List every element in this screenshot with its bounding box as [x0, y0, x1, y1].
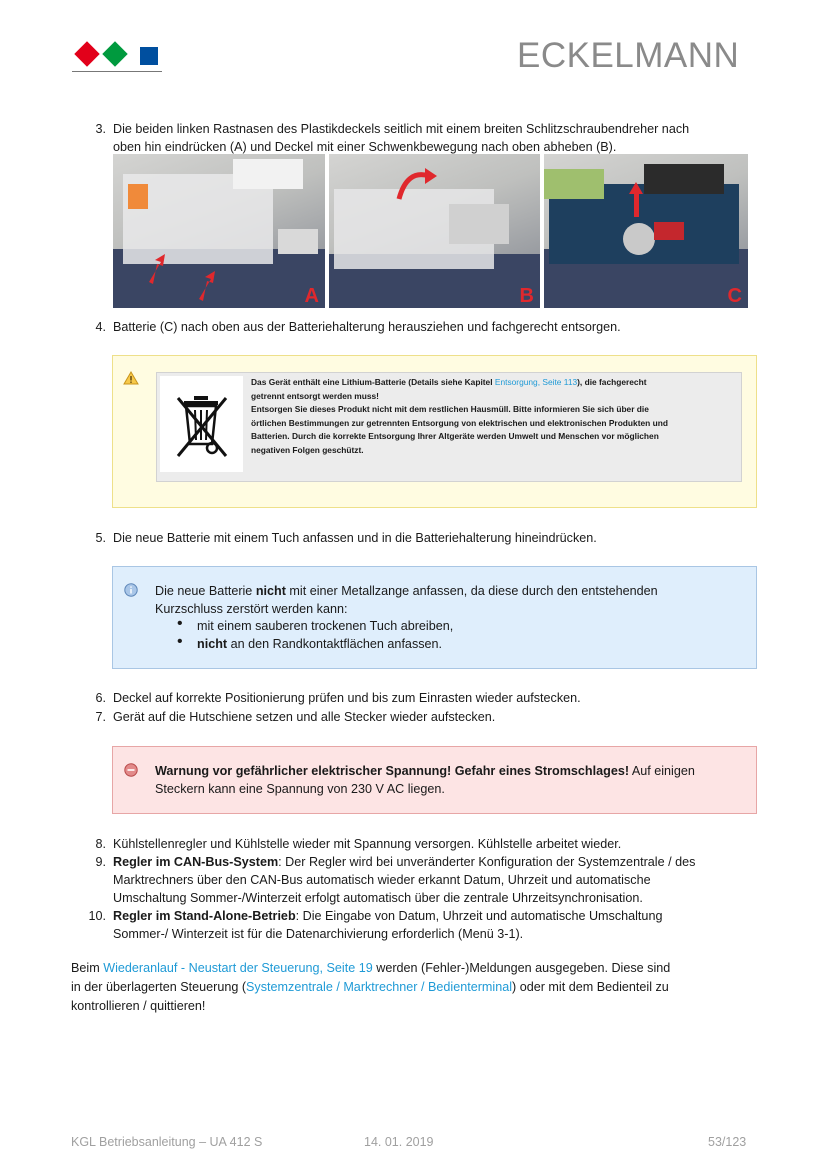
info-bullet-1: • mit einem sauberen trockenen Tuch abreiben,: [177, 615, 454, 633]
warning-line-6: negativen Folgen geschützt.: [251, 444, 364, 455]
step-text: Die neue Batterie mit einem Tuch anfassen und in die Batteriehalterung hineindrücken.: [113, 531, 597, 545]
bullet-icon: •: [177, 633, 183, 650]
step-9: [80, 853, 760, 907]
closing-line-3: kontrollieren / quittieren!: [71, 999, 206, 1013]
warning-line-5: Batterien. Durch die korrekte Entsorgung Ihrer Altgeräte werden Umwelt und Menschen vor möglichen: [251, 431, 659, 441]
step-text-line1: Die beiden linken Rastnasen des Plastikdeckels seitlich mit einem breiten Schlitzschraubendreher nach: [113, 122, 690, 136]
photo-a: [113, 154, 325, 308]
step-number: 5.: [95, 531, 106, 545]
footer-doc-title: KGL Betriebsanleitung – UA 412 S: [71, 1135, 263, 1149]
warning-text: [251, 376, 736, 457]
step-6: [80, 689, 760, 707]
logo-square-green: [102, 41, 127, 66]
link-systemzentrale[interactable]: Systemzentrale / Marktrechner / Bedienterminal: [246, 980, 513, 994]
step-4: [80, 318, 760, 336]
step-8: [80, 835, 760, 853]
logo: [72, 42, 162, 72]
step-number: 6.: [95, 691, 106, 705]
logo-square-red: [74, 41, 99, 66]
recycle-cell: [160, 376, 243, 472]
closing-line-2: in der überlagerten Steuerung (Systemzentrale / Marktrechner / Bedienterminal) oder mit dem Bedienteil zu: [71, 980, 669, 994]
step-number: 7.: [95, 710, 106, 724]
step-text-line2: oben hin eindrücken (A) und Deckel mit einer Schwenkbewegung nach oben abheben (B).: [113, 140, 617, 154]
danger-line-2: Steckern kann eine Spannung von 230 V AC liegen.: [155, 782, 445, 796]
danger-text: [155, 762, 745, 798]
info-bullet-2: • nicht an den Randkontaktflächen anfassen.: [177, 633, 443, 651]
warning-line-4: örtlichen Bestimmungen zur getrennten Entsorgung von elektrischen und elektronischen Produkten und: [251, 417, 668, 428]
step-text-line1: Regler im Stand-Alone-Betrieb: Die Eingabe von Datum, Uhrzeit und automatische Umschaltung: [113, 909, 663, 923]
step-text-line2: Sommer-/ Winterzeit ist für die Datenarchivierung erforderlich (Menü 3-1).: [113, 927, 524, 941]
bullet-icon: •: [177, 615, 183, 632]
logo-underline: [72, 71, 162, 72]
step-text: Deckel auf korrekte Positionierung prüfen und bis zum Einrasten wieder aufstecken.: [113, 691, 581, 705]
step-7: [80, 708, 760, 726]
logo-square-blue: [140, 47, 158, 65]
step-number: 3.: [95, 122, 106, 136]
danger-minus-icon: [124, 763, 138, 777]
info-text: [155, 582, 745, 618]
step-text: Gerät auf die Hutschiene setzen und alle Stecker wieder aufstecken.: [113, 710, 496, 724]
link-wiederanlauf[interactable]: Wiederanlauf - Neustart der Steuerung, Seite 19: [103, 961, 373, 975]
step-5: [80, 529, 760, 547]
footer-date: 14. 01. 2019: [364, 1135, 434, 1149]
link-entsorgung[interactable]: Entsorgung, Seite 113: [494, 377, 578, 387]
footer-page-number: 53/123: [708, 1135, 747, 1149]
info-icon: [124, 583, 138, 597]
warning-line-2: getrennt entsorgt werden muss!: [251, 390, 379, 401]
info-line-2: Kurzschluss zerstört werden kann:: [155, 602, 348, 616]
step-10: [80, 907, 760, 943]
step-text-line2: Marktrechners über den CAN-Bus automatisch wieder erkannt Datum, Uhrzeit und automatische: [113, 873, 651, 887]
danger-line-1: Warnung vor gefährlicher elektrischer Spannung! Gefahr eines Stromschlages! Auf einigen: [155, 764, 695, 778]
closing-paragraph: [71, 959, 771, 1016]
step-number: 10.: [88, 909, 106, 923]
step-text: Batterie (C) nach oben aus der Batteriehalterung herausziehen und fachgerecht entsorgen.: [113, 320, 621, 334]
photo-label-c: C: [727, 285, 742, 307]
brand-wordmark: ECKELMANN: [517, 36, 740, 75]
step-number: 8.: [95, 837, 106, 851]
closing-line-1: Beim Wiederanlauf - Neustart der Steuerung, Seite 19 werden (Fehler-)Meldungen ausgegeben. Diese sind: [71, 961, 671, 975]
step-3: [80, 120, 760, 156]
warning-line-1: Das Gerät enthält eine Lithium-Batterie (Details siehe Kapitel Entsorgung, Seite 113), die fachgerecht: [251, 377, 647, 387]
step-text-line1: Regler im CAN-Bus-System: Der Regler wird bei unveränderter Konfiguration der Systemzentrale / des: [113, 855, 696, 869]
photo-b: [329, 154, 540, 308]
info-line-1: Die neue Batterie nicht mit einer Metallzange anfassen, da diese durch den entstehenden: [155, 584, 658, 598]
step-number: 4.: [95, 320, 106, 334]
crossed-bin-icon: [174, 394, 230, 460]
warning-triangle-icon: [123, 371, 139, 385]
photo-c: [544, 154, 748, 308]
photo-label-a: A: [304, 285, 319, 307]
warning-line-3: Entsorgen Sie dieses Produkt nicht mit dem restlichen Hausmüll. Bitte informieren Sie sich über die: [251, 404, 649, 414]
photo-label-b: B: [519, 285, 534, 307]
step-text: Kühlstellenregler und Kühlstelle wieder mit Spannung versorgen. Kühlstelle arbeitet wieder.: [113, 837, 622, 851]
step-number: 9.: [95, 855, 106, 869]
step-text-line3: Umschaltung Sommer-/Winterzeit erfolgt automatisch über die zentrale Uhrzeitsynchronisation.: [113, 891, 643, 905]
